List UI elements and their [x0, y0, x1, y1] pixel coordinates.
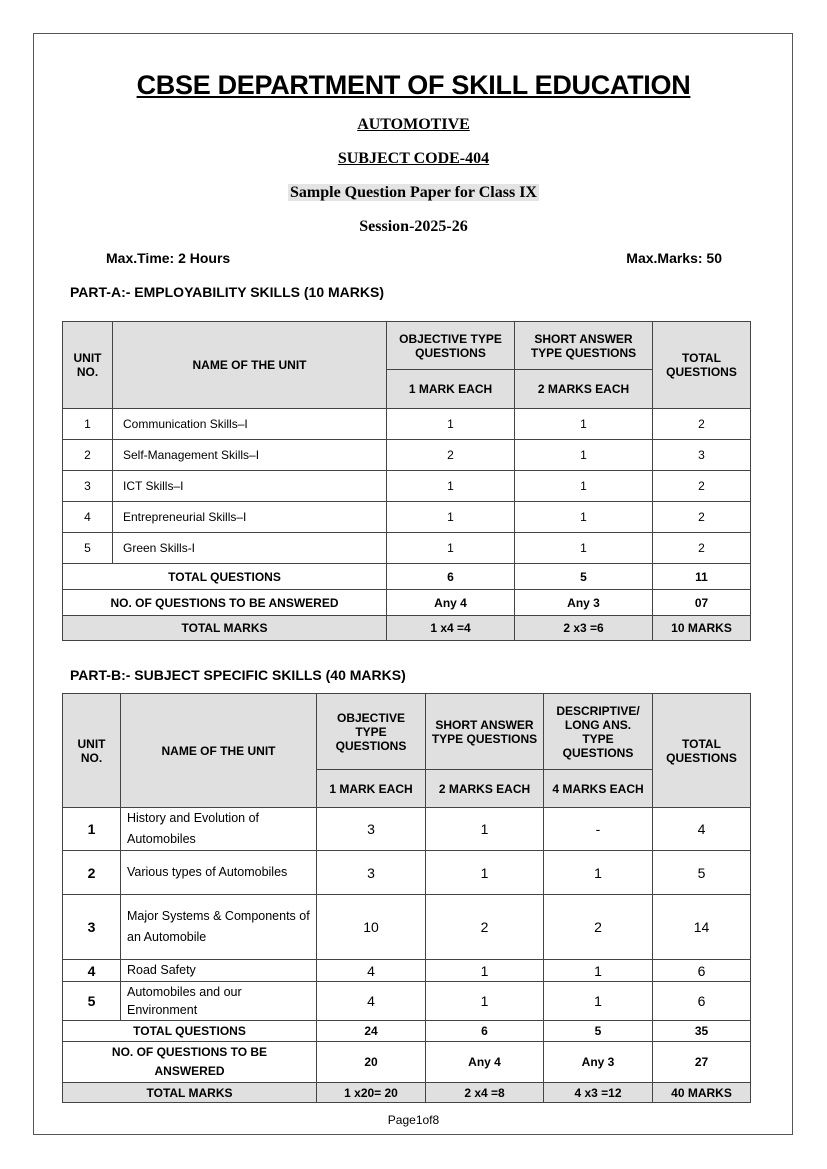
unit-name: Major Systems & Components of an Automobile	[121, 895, 317, 960]
total-count: 6	[653, 982, 751, 1021]
grand-total: 11	[653, 564, 751, 590]
header-objective-marks: 1 MARK EACH	[317, 770, 426, 808]
unit-name: ICT Skills–I	[113, 471, 387, 502]
header-descriptive: DESCRIPTIVE/ LONG ANS. TYPE QUESTIONS	[544, 694, 653, 770]
objective-count: 1	[387, 471, 515, 502]
total-marks-row	[63, 616, 751, 641]
objective-total: 24	[317, 1021, 426, 1042]
table-row	[63, 808, 751, 851]
header-short: SHORT ANSWER TYPE QUESTIONS	[426, 694, 544, 770]
descriptive-count: 2	[544, 895, 653, 960]
objective-count: 3	[317, 808, 426, 851]
header-total: TOTAL QUESTIONS	[653, 694, 751, 808]
total-marks: 40 MARKS	[653, 1083, 751, 1103]
table-row	[63, 502, 751, 533]
objective-count: 3	[317, 851, 426, 895]
to-answer-label: NO. OF QUESTIONS TO BE ANSWERED	[63, 590, 387, 616]
total-marks: 10 MARKS	[653, 616, 751, 641]
objective-marks: 1 x4 =4	[387, 616, 515, 641]
descriptive-count: 1	[544, 851, 653, 895]
page-title: CBSE DEPARTMENT OF SKILL EDUCATION	[136, 70, 691, 100]
table-row	[63, 982, 751, 1021]
short-count: 1	[426, 808, 544, 851]
total-marks-label: TOTAL MARKS	[63, 1083, 317, 1103]
descriptive-count: -	[544, 808, 653, 851]
total-questions-row	[63, 564, 751, 590]
objective-count: 1	[387, 409, 515, 440]
objective-count: 10	[317, 895, 426, 960]
part-a-table	[62, 321, 751, 641]
short-count: 1	[426, 960, 544, 982]
total-count: 3	[653, 440, 751, 471]
table-row	[63, 851, 751, 895]
unit-no: 2	[63, 440, 113, 471]
header-total: TOTAL QUESTIONS	[653, 322, 751, 409]
header-short-marks: 2 MARKS EACH	[426, 770, 544, 808]
table-row	[63, 440, 751, 471]
objective-count: 4	[317, 982, 426, 1021]
short-total: 6	[426, 1021, 544, 1042]
part-a-heading: PART-A:- EMPLOYABILITY SKILLS (10 MARKS)	[70, 284, 384, 300]
subject-code: SUBJECT CODE-404	[337, 150, 490, 167]
short-count: 1	[515, 409, 653, 440]
descriptive-count: 1	[544, 960, 653, 982]
header-short-marks: 2 MARKS EACH	[515, 370, 653, 409]
objective-answer: 20	[317, 1042, 426, 1083]
table-row	[63, 471, 751, 502]
unit-no: 2	[63, 851, 121, 895]
short-total: 5	[515, 564, 653, 590]
objective-count: 4	[317, 960, 426, 982]
short-count: 1	[515, 471, 653, 502]
unit-no: 1	[63, 808, 121, 851]
objective-count: 1	[387, 502, 515, 533]
part-b-heading: PART-B:- SUBJECT SPECIFIC SKILLS (40 MARKS)	[70, 667, 406, 683]
header-short: SHORT ANSWER TYPE QUESTIONS	[515, 322, 653, 370]
to-answer-row	[63, 1042, 751, 1083]
to-answer-label: NO. OF QUESTIONS TO BE ANSWERED	[63, 1042, 317, 1083]
short-marks: 2 x4 =8	[426, 1083, 544, 1103]
session: Session-2025-26	[359, 218, 468, 235]
objective-count: 1	[387, 533, 515, 564]
unit-no: 4	[63, 502, 113, 533]
short-count: 1	[426, 982, 544, 1021]
subject-name: AUTOMOTIVE	[357, 116, 470, 133]
unit-no: 3	[63, 471, 113, 502]
short-count: 1	[515, 502, 653, 533]
short-count: 2	[426, 895, 544, 960]
header-unit-name: NAME OF THE UNIT	[113, 322, 387, 409]
short-marks: 2 x3 =6	[515, 616, 653, 641]
objective-count: 2	[387, 440, 515, 471]
short-count: 1	[515, 440, 653, 471]
unit-name: History and Evolution of Automobiles	[121, 808, 317, 851]
unit-name: Road Safety	[121, 960, 317, 982]
total-marks-label: TOTAL MARKS	[63, 616, 387, 641]
table-row	[63, 533, 751, 564]
part-b-table	[62, 693, 751, 1103]
header-unit-name: NAME OF THE UNIT	[121, 694, 317, 808]
header-unit-no: UNIT NO.	[63, 694, 121, 808]
unit-no: 3	[63, 895, 121, 960]
descriptive-count: 1	[544, 982, 653, 1021]
to-answer-row	[63, 590, 751, 616]
total-count: 2	[653, 502, 751, 533]
total-answer: 07	[653, 590, 751, 616]
short-answer: Any 3	[515, 590, 653, 616]
unit-name: Self-Management Skills–I	[113, 440, 387, 471]
objective-answer: Any 4	[387, 590, 515, 616]
total-count: 2	[653, 409, 751, 440]
table-row	[63, 409, 751, 440]
header-objective: OBJECTIVE TYPE QUESTIONS	[317, 694, 426, 770]
total-count: 5	[653, 851, 751, 895]
unit-name: Entrepreneurial Skills–I	[113, 502, 387, 533]
header-unit-no: UNIT NO.	[63, 322, 113, 409]
total-answer: 27	[653, 1042, 751, 1083]
unit-name: Various types of Automobiles	[121, 851, 317, 895]
max-time: Max.Time: 2 Hours	[106, 250, 231, 266]
total-count: 14	[653, 895, 751, 960]
paper-title-text: Sample Question Paper for Class IX	[290, 184, 537, 201]
unit-no: 5	[63, 533, 113, 564]
short-count: 1	[515, 533, 653, 564]
short-answer: Any 4	[426, 1042, 544, 1083]
unit-name: Communication Skills–I	[113, 409, 387, 440]
page-number: Page1of8	[387, 1113, 440, 1127]
total-questions-row	[63, 1021, 751, 1042]
descriptive-total: 5	[544, 1021, 653, 1042]
total-questions-label: TOTAL QUESTIONS	[63, 1021, 317, 1042]
short-count: 1	[426, 851, 544, 895]
descriptive-marks: 4 x3 =12	[544, 1083, 653, 1103]
unit-no: 4	[63, 960, 121, 982]
total-marks-row	[63, 1083, 751, 1103]
unit-name: Automobiles and our Environment	[121, 982, 317, 1021]
max-marks: Max.Marks: 50	[626, 250, 722, 266]
total-count: 2	[653, 533, 751, 564]
table-row	[63, 895, 751, 960]
unit-no: 1	[63, 409, 113, 440]
total-count: 4	[653, 808, 751, 851]
objective-total: 6	[387, 564, 515, 590]
header-objective: OBJECTIVE TYPE QUESTIONS	[387, 322, 515, 370]
header-objective-marks: 1 MARK EACH	[387, 370, 515, 409]
total-count: 6	[653, 960, 751, 982]
header-descriptive-marks: 4 MARKS EACH	[544, 770, 653, 808]
objective-marks: 1 x20= 20	[317, 1083, 426, 1103]
table-row	[63, 960, 751, 982]
grand-total: 35	[653, 1021, 751, 1042]
descriptive-answer: Any 3	[544, 1042, 653, 1083]
unit-name: Green Skills-I	[113, 533, 387, 564]
unit-no: 5	[63, 982, 121, 1021]
total-count: 2	[653, 471, 751, 502]
paper-title	[0, 184, 827, 202]
total-questions-label: TOTAL QUESTIONS	[63, 564, 387, 590]
